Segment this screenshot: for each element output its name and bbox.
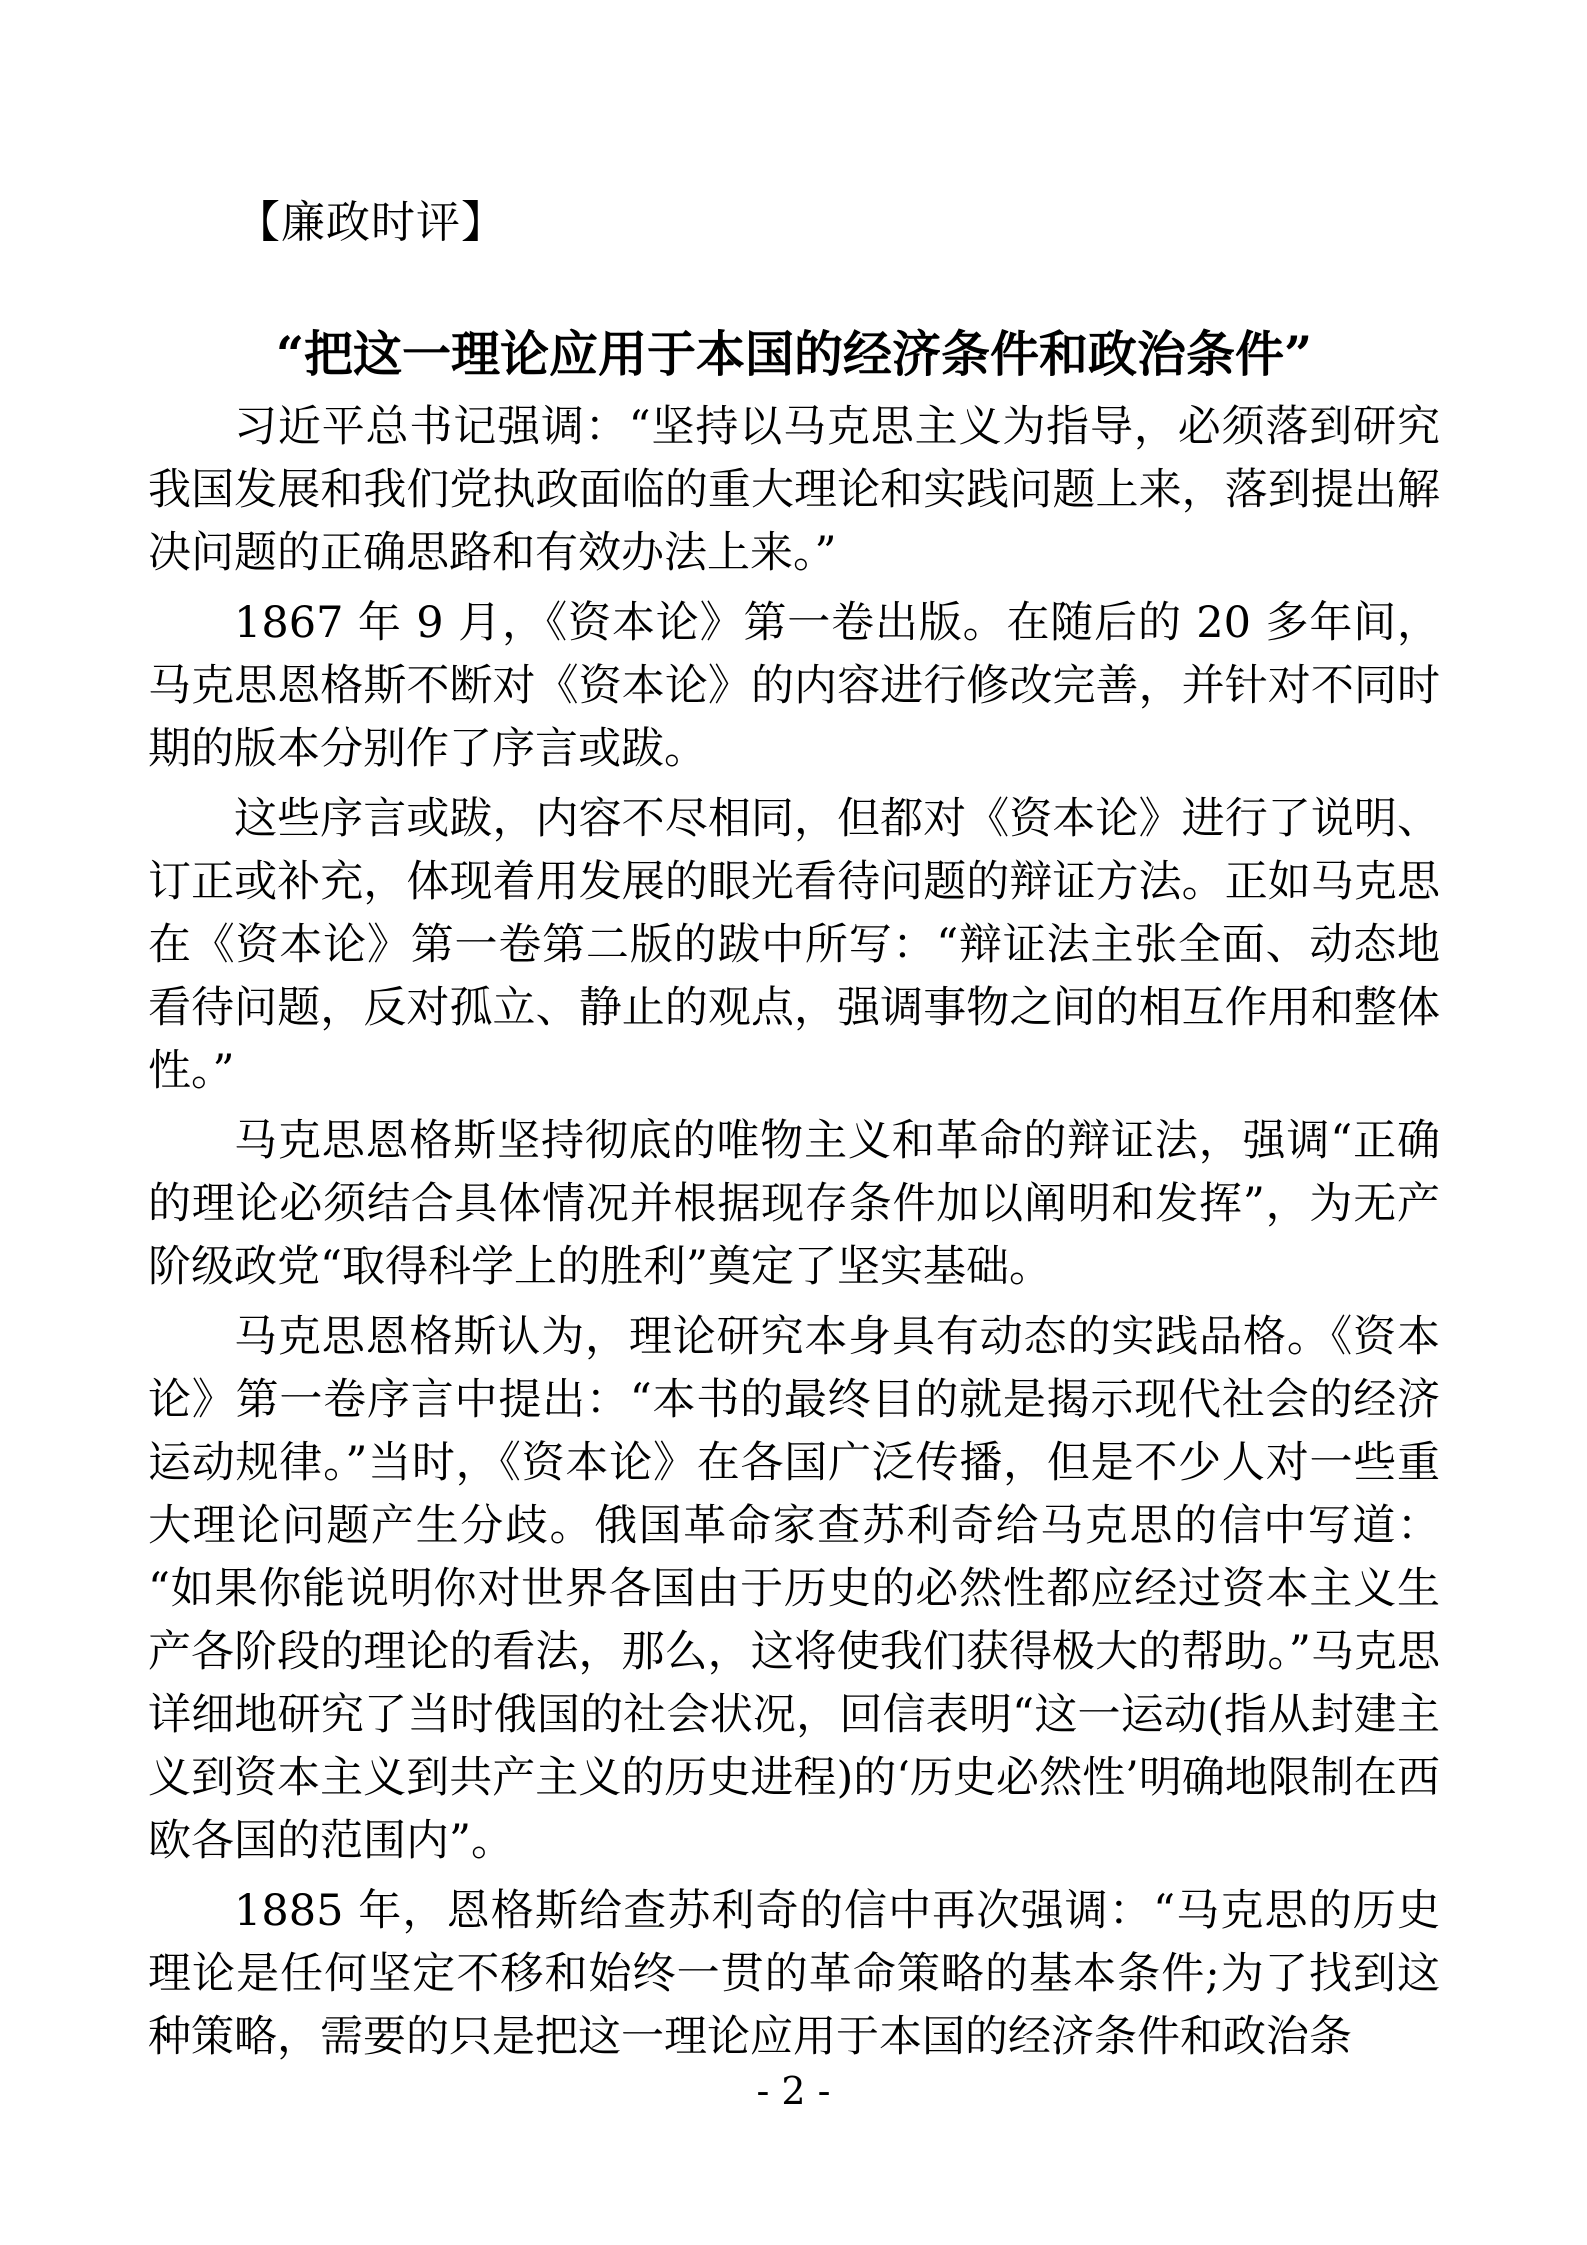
paragraph-2: 1867 年 9 月，《资本论》第一卷出版。在随后的 20 多年间，马克思恩格斯不断对《资本论》的内容进行修改完善，并针对不同时期的版本分别作了序言或跋。: [148, 598, 1440, 774]
paragraph-3: 这些序言或跋，内容不尽相同，但都对《资本论》进行了说明、订正或补充，体现着用发展的眼光看待问题的辩证方法。正如马克思在《资本论》第一卷第二版的跋中所写：“辩证法主张全面、动态地看待问题，反对孤立、静止的观点，强调事物之间的相互作用和整体性。”: [148, 794, 1440, 1096]
paragraph-5: 马克思恩格斯认为，理论研究本身具有动态的实践品格。《资本论》第一卷序言中提出：“本书的最终目的就是揭示现代社会的经济运动规律。”当时，《资本论》在各国广泛传播，但是不少人对一些重大理论问题产生分歧。俄国革命家查苏利奇给马克思的信中写道：“如果你能说明你对世界各国由于历史的必然性都应经过资本主义生产各阶段的理论的看法，那么，这将使我们获得极大的帮助。”马克思详细地研究了当时俄国的社会状况，回信表明“这一运动(指从封建主义到资本主义到共产主义的历史进程)的‘历史必然性’明确地限制在西欧各国的范围内”。: [148, 1312, 1440, 1866]
page-content: [148, 0, 1440, 2076]
section-label: 【廉政时评】: [236, 197, 506, 248]
paragraph-6: 1885 年，恩格斯给查苏利奇的信中再次强调：“马克思的历史理论是任何坚定不移和始终一贯的革命策略的基本条件;为了找到这种策略，需要的只是把这一理论应用于本国的经济条件和政治条: [148, 1886, 1440, 2062]
article-title: “把这一理论应用于本国的经济条件和政治条件”: [275, 325, 1313, 383]
page-number: - 2 -: [756, 2069, 831, 2113]
paragraph-4: 马克思恩格斯坚持彻底的唯物主义和革命的辩证法，强调“正确的理论必须结合具体情况并根据现存条件加以阐明和发挥”，为无产阶级政党“取得科学上的胜利”奠定了坚实基础。: [148, 1116, 1440, 1292]
article-body: [148, 396, 1440, 2069]
paragraph-1: 习近平总书记强调：“坚持以马克思主义为指导，必须落到研究我国发展和我们党执政面临的重大理论和实践问题上来，落到提出解决问题的正确思路和有效办法上来。”: [148, 402, 1440, 578]
